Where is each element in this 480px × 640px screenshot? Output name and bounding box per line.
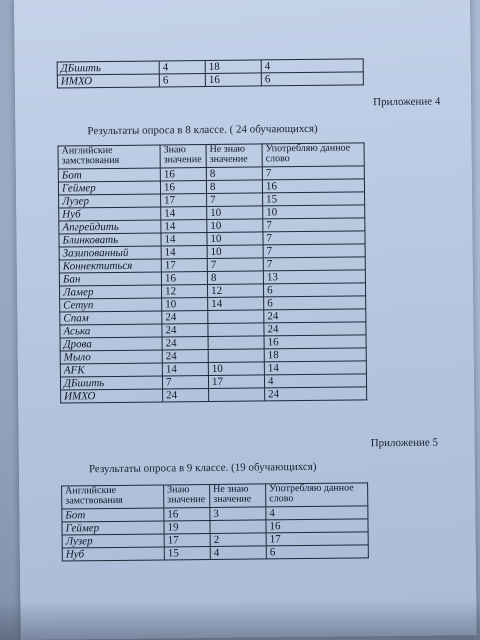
know-cell: 14 xyxy=(161,245,207,258)
know-cell: 19 xyxy=(164,520,210,533)
know-cell: 24 xyxy=(162,310,208,323)
dont-know-cell: 2 xyxy=(210,533,266,547)
know-cell: 4 xyxy=(159,61,205,74)
header-dont-know: Не знаю значение xyxy=(206,144,262,168)
dont-know-cell: 16 xyxy=(205,73,261,87)
dont-know-cell: 10 xyxy=(207,245,263,259)
header-know: Знаю значение xyxy=(160,144,206,167)
word-cell: Геймер xyxy=(62,521,164,535)
grade-9-table xyxy=(61,482,369,561)
know-cell: 17 xyxy=(161,193,207,206)
know-cell: 14 xyxy=(162,362,208,375)
word-cell: Сетуп xyxy=(60,298,162,312)
dont-know-cell: 8 xyxy=(207,271,263,285)
dont-know-cell: 7 xyxy=(207,193,263,207)
use-cell: 13 xyxy=(263,270,365,284)
use-cell: 4 xyxy=(264,374,366,388)
word-cell: Нуб xyxy=(59,207,161,221)
word-cell: AFK xyxy=(60,363,162,377)
know-cell: 14 xyxy=(161,206,207,219)
table-row xyxy=(61,387,367,403)
dont-know-cell: 10 xyxy=(208,362,264,376)
dont-know-cell: 8 xyxy=(206,180,262,194)
word-cell: Блинковать xyxy=(59,233,161,247)
use-cell: 7 xyxy=(263,231,365,245)
dont-know-cell: 4 xyxy=(210,546,266,560)
know-cell: 24 xyxy=(163,388,209,401)
word-cell: Аська xyxy=(60,324,162,338)
header-word: Английские замствования xyxy=(62,485,164,509)
dont-know-cell: 10 xyxy=(207,232,263,246)
word-cell: ДБшить xyxy=(57,61,159,75)
use-cell: 16 xyxy=(266,519,368,533)
header-word: Английские замствования xyxy=(58,145,160,169)
table-row xyxy=(57,72,363,88)
table-header-row xyxy=(58,143,364,169)
use-cell: 6 xyxy=(263,283,365,297)
word-cell: Геймер xyxy=(58,181,160,195)
know-cell: 24 xyxy=(162,336,208,349)
word-cell: Ламер xyxy=(59,285,161,299)
use-cell: 7 xyxy=(263,257,365,271)
header-use: Употребляю данное слово xyxy=(266,483,368,507)
word-cell: Зазипованный xyxy=(59,246,161,260)
word-cell: ИМХО xyxy=(61,389,163,403)
use-cell: 16 xyxy=(262,179,364,193)
word-cell: Апгрейдить xyxy=(59,220,161,234)
use-cell: 4 xyxy=(261,59,363,73)
know-cell: 10 xyxy=(162,297,208,310)
dont-know-cell xyxy=(208,336,264,350)
know-cell: 16 xyxy=(160,180,206,193)
use-cell: 7 xyxy=(263,244,365,258)
know-cell: 14 xyxy=(161,232,207,245)
dont-know-cell: 14 xyxy=(208,297,264,311)
word-cell: ДБшить xyxy=(60,376,162,390)
dont-know-cell: 10 xyxy=(207,219,263,233)
know-cell: 17 xyxy=(164,533,210,546)
word-cell: Лузер xyxy=(62,534,164,548)
word-cell: Бан xyxy=(59,272,161,286)
dont-know-cell xyxy=(210,520,266,534)
use-cell: 6 xyxy=(261,72,363,86)
dont-know-cell: 3 xyxy=(210,507,266,521)
use-cell: 7 xyxy=(263,218,365,232)
word-cell: Нуб xyxy=(62,547,164,561)
use-cell: 18 xyxy=(264,348,366,362)
grade-8-table xyxy=(58,142,368,403)
dont-know-cell: 18 xyxy=(205,60,261,74)
word-cell: Бот xyxy=(58,168,160,182)
appendix-5-label: Приложение 5 xyxy=(370,436,439,450)
use-cell: 14 xyxy=(264,361,366,375)
table-header-row xyxy=(62,483,368,509)
use-cell: 24 xyxy=(264,309,366,323)
know-cell: 16 xyxy=(160,167,206,180)
know-cell: 24 xyxy=(162,349,208,362)
know-cell: 15 xyxy=(164,546,210,559)
know-cell: 24 xyxy=(162,323,208,336)
header-use: Употребляю данное слово xyxy=(262,143,364,167)
top-table xyxy=(57,58,364,88)
header-know: Знаю значение xyxy=(164,484,210,507)
dont-know-cell: 8 xyxy=(206,167,262,181)
header-dont-know: Не знаю значение xyxy=(210,484,266,508)
know-cell: 7 xyxy=(162,375,208,388)
use-cell: 10 xyxy=(263,205,365,219)
document-page xyxy=(14,0,477,640)
know-cell: 16 xyxy=(161,271,207,284)
dont-know-cell xyxy=(209,388,265,402)
dont-know-cell xyxy=(208,323,264,337)
use-cell: 16 xyxy=(264,335,366,349)
dont-know-cell: 7 xyxy=(207,258,263,272)
table-row xyxy=(62,545,368,561)
dont-know-cell xyxy=(208,310,264,324)
grade-9-title: Результаты опроса в 9 классе. (19 обучающихся) xyxy=(88,460,317,476)
dont-know-cell xyxy=(208,349,264,363)
appendix-4-label: Приложение 4 xyxy=(373,95,441,109)
use-cell: 15 xyxy=(263,192,365,206)
use-cell: 6 xyxy=(264,296,366,310)
photo-shadow xyxy=(0,600,480,640)
know-cell: 17 xyxy=(161,258,207,271)
use-cell: 7 xyxy=(262,166,364,180)
know-cell: 16 xyxy=(164,507,210,520)
word-cell: Бот xyxy=(62,508,164,522)
word-cell: Дрова xyxy=(60,337,162,351)
use-cell: 17 xyxy=(266,532,368,546)
word-cell: Лузер xyxy=(59,194,161,208)
word-cell: Спам xyxy=(60,311,162,325)
word-cell: Мыло xyxy=(60,350,162,364)
word-cell: ИМХО xyxy=(57,74,159,88)
know-cell: 14 xyxy=(161,219,207,232)
word-cell: Коннектиться xyxy=(59,259,161,273)
grade-8-title: Результаты опроса в 8 классе. ( 24 обучающихся) xyxy=(87,122,318,138)
use-cell: 24 xyxy=(264,322,366,336)
dont-know-cell: 17 xyxy=(208,375,264,389)
dont-know-cell: 10 xyxy=(207,206,263,220)
use-cell: 24 xyxy=(265,387,367,401)
use-cell: 4 xyxy=(266,506,368,520)
dont-know-cell: 12 xyxy=(207,284,263,298)
know-cell: 6 xyxy=(159,74,205,87)
use-cell: 6 xyxy=(266,545,368,559)
know-cell: 12 xyxy=(161,284,207,297)
